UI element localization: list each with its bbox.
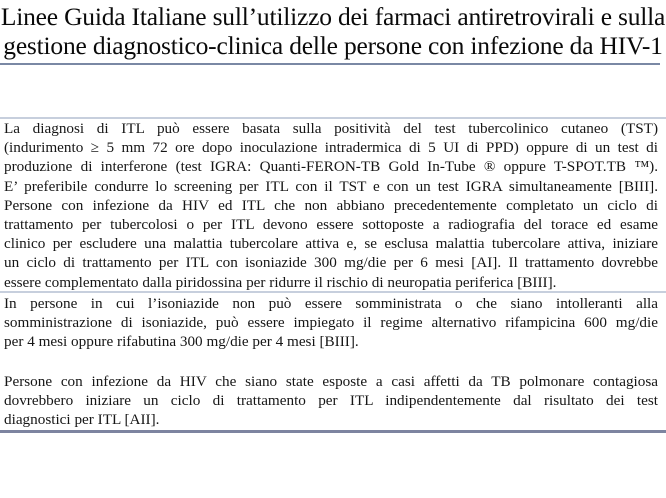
- text-line: dovrebbero iniziare un ciclo di trattamento per ITL indipendentemente dal risultato dei test: [4, 392, 658, 410]
- text-line: diagnostici per ITL [AII].: [4, 411, 160, 429]
- text-line: La diagnosi di ITL può essere basata sulla positività del test tubercolinico cutaneo (TST): [4, 120, 658, 137]
- text-line: clinico per escludere una malattia tubercolare attiva e, se esclusa malattia tubercolare attiva, iniziare: [4, 235, 658, 253]
- text-line: trattamento per tubercolosi o per ITL devono essere sottoposte a radiografia del torace ed esame: [4, 216, 658, 234]
- text-line: Persone con infezione da HIV che siano state esposte a casi affetti da TB polmonare contagiosa: [4, 373, 658, 390]
- text-line: somministrazione di isoniazide, può essere impiegato il regime alternativo rifampicina 600 mg/die: [4, 314, 658, 332]
- text-line: (indurimento ≥ 5 mm 72 ore dopo inoculazione intradermica di 5 UI di PPD) oppure di un test di: [4, 139, 658, 157]
- document-title: [0, 2, 666, 60]
- title-divider: [0, 63, 660, 65]
- text-line: un ciclo di trattamento per ITL con isoniazide 300 mg/die per 6 mesi [AI]. Il trattamento dovrebbe: [4, 254, 658, 272]
- text-line: per 4 mesi oppure rifabutina 300 mg/die per 4 mesi [BIII].: [4, 333, 359, 351]
- title-line-1: Linee Guida Italiane sull’utilizzo dei farmaci antiretrovirali e sulla: [0, 2, 666, 31]
- text-line: In persone in cui l’isoniazide non può essere somministrata o che siano intolleranti alla: [4, 295, 658, 312]
- text-line: produzione di interferone (test IGRA: Quanti-FERON-TB Gold In-Tube ® oppure T-SPOT.TB ™).: [4, 158, 658, 176]
- section-divider: [0, 291, 666, 293]
- section-exposed-persons: [4, 372, 658, 430]
- text-line: Persone con infezione da HIV ed ITL che non abbiano precedentemente completato un ciclo di: [4, 196, 658, 214]
- section-bottom-border: [0, 430, 666, 433]
- title-line-2: gestione diagnostico-clinica delle persone con infezione da HIV-1: [3, 31, 663, 60]
- section-diagnosis-treatment: [4, 119, 658, 292]
- section-alternative-regimen: [4, 294, 658, 352]
- text-line: essere complementato dalla piridossina per ridurre il rischio di neuropatia periferica [BIII].: [4, 273, 557, 291]
- text-line: E’ preferibile condurre lo screening per ITL con il TST e con un test IGRA simultaneamente [BIII].: [4, 177, 658, 195]
